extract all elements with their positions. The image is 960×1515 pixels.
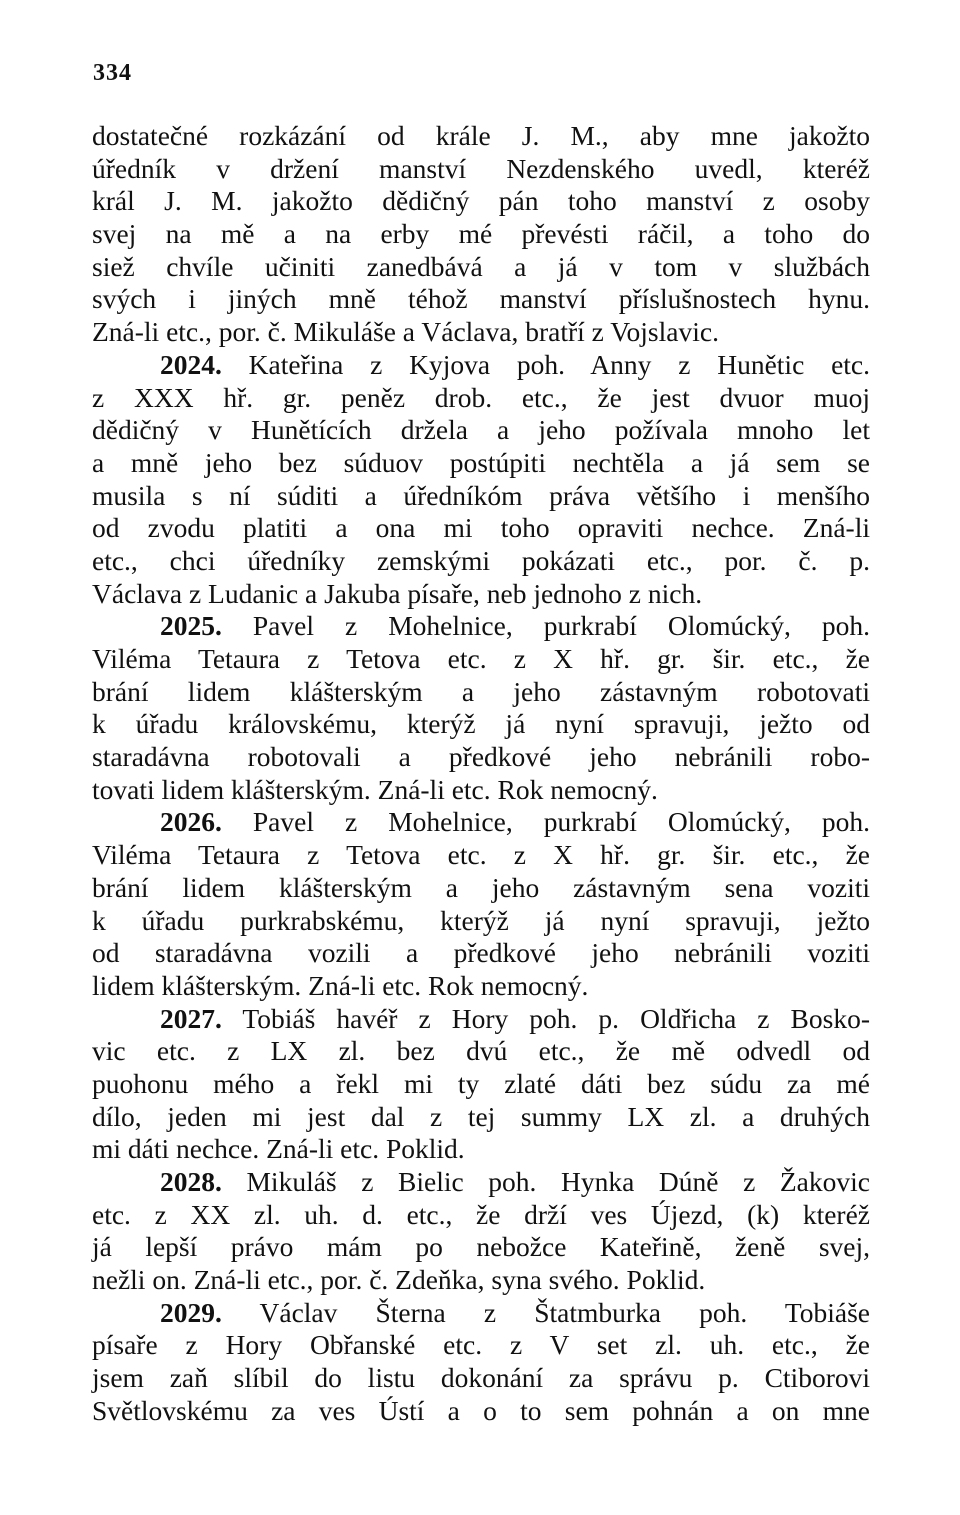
text-line <box>92 120 870 153</box>
text-line <box>92 1329 870 1362</box>
text-line <box>92 447 870 480</box>
line-text: etc. z XX zl. uh. d. etc., že drží ves Újezd, (k) kteréž <box>92 1198 870 1230</box>
text-line <box>92 480 870 513</box>
line-text: nežli on. Zná-li etc., por. č. Zdeňka, syna svého. Poklid. <box>92 1264 706 1296</box>
text-line <box>92 316 870 349</box>
text-line <box>92 774 870 807</box>
entry-number: 2027. <box>160 1002 222 1034</box>
text-line <box>92 382 870 415</box>
text-line <box>92 1068 870 1101</box>
text-line <box>92 512 870 545</box>
text-line <box>92 1035 870 1068</box>
text-line <box>92 741 870 774</box>
line-text: siež chvíle učiniti zanedbává a já v tom v službách <box>92 250 870 282</box>
entry-first-line <box>92 349 870 382</box>
line-text: svej na mě a na erby mé převésti ráčil, a toho do <box>92 218 870 250</box>
text-line <box>92 578 870 611</box>
text-line <box>92 905 870 938</box>
line-text: od staradávna vozili a předkové jeho nebránili voziti <box>92 937 870 969</box>
text-line <box>92 153 870 186</box>
text-line <box>92 218 870 251</box>
line-text: Viléma Tetaura z Tetova etc. z X hř. gr. šir. etc., že <box>92 839 870 871</box>
text-line <box>92 643 870 676</box>
line-text: z XXX hř. gr. peněz drob. etc., že jest dvuor muoj <box>92 381 870 413</box>
entry-first-line <box>92 1003 870 1036</box>
line-text: brání lidem klášterským a jeho zástavným sena voziti <box>92 871 870 903</box>
line-text: Tobiáš havéř z Hory poh. p. Oldřicha z Bosko- <box>221 1002 870 1034</box>
line-text: puohonu mého a řekl mi ty zlaté dáti bez súdu za mé <box>92 1067 870 1099</box>
entry-number: 2026. <box>160 806 222 838</box>
line-text: Pavel z Mohelnice, purkrabí Olomúcký, poh. <box>221 610 870 642</box>
entry-first-line <box>92 1297 870 1330</box>
text-line <box>92 185 870 218</box>
entry-number: 2025. <box>160 610 222 642</box>
text-line <box>92 872 870 905</box>
line-text: Zná-li etc., por. č. Mikuláše a Václava, bratří z Vojslavic. <box>92 316 719 348</box>
entry-number: 2029. <box>160 1296 222 1328</box>
line-text: dostatečné rozkázání od krále J. M., aby mne jakožto <box>92 120 870 151</box>
line-text: král J. M. jakožto dědičný pán toho manství z osoby <box>92 185 870 217</box>
text-line <box>92 1395 870 1428</box>
line-text: tovati lidem klášterským. Zná-li etc. Rok nemocný. <box>92 773 658 805</box>
line-text: jsem zaň slíbil do listu dokonání za správu p. Ctiborovi <box>92 1362 870 1394</box>
body-text <box>92 120 870 1428</box>
text-line <box>92 676 870 709</box>
text-line <box>92 1231 870 1264</box>
entry-first-line <box>92 610 870 643</box>
text-line <box>92 1199 870 1232</box>
line-text: Kateřina z Kyjova poh. Anny z Hunětic etc. <box>221 348 870 380</box>
line-text: staradávna robotovali a předkové jeho nebránili robo- <box>92 741 870 773</box>
text-line <box>92 708 870 741</box>
line-text: dílo, jeden mi jest dal z tej summy LX zl. a druhých <box>92 1100 870 1132</box>
line-text: Viléma Tetaura z Tetova etc. z X hř. gr. šir. etc., že <box>92 643 870 674</box>
line-text: mi dáti nechce. Zná-li etc. Poklid. <box>92 1133 465 1165</box>
text-line <box>92 283 870 316</box>
line-text: vic etc. z LX zl. bez dvú etc., že mě odvedl od <box>92 1035 870 1067</box>
entry-first-line <box>92 1166 870 1199</box>
text-line <box>92 1101 870 1134</box>
entry-number: 2024. <box>160 348 222 380</box>
line-text: Pavel z Mohelnice, purkrabí Olomúcký, poh. <box>221 806 870 838</box>
text-line <box>92 839 870 872</box>
text-line <box>92 1133 870 1166</box>
text-line <box>92 1264 870 1297</box>
text-line <box>92 414 870 447</box>
line-text: k úřadu královskému, kterýž já nyní spravuji, ježto od <box>92 708 870 740</box>
page-number: 334 <box>93 60 132 86</box>
line-text: dědičný v Hunětících držela a jeho požívala mnoho let <box>92 414 870 446</box>
line-text: úředník v držení manství Nezdenského uvedl, kteréž <box>92 152 870 184</box>
line-text: od zvodu platiti a ona mi toho opraviti nechce. Zná-li <box>92 512 870 544</box>
text-line <box>92 251 870 284</box>
line-text: Václava z Ludanic a Jakuba písaře, neb jednoho z nich. <box>92 577 703 609</box>
line-text: etc., chci úředníky zemskými pokázati etc., por. č. p. <box>92 544 870 576</box>
entry-number: 2028. <box>160 1166 222 1197</box>
entry-first-line <box>92 806 870 839</box>
line-text: k úřadu purkrabskému, kterýž já nyní spravuji, ježto <box>92 904 870 936</box>
text-line <box>92 937 870 970</box>
line-text: brání lidem klášterským a jeho zástavným robotovati <box>92 675 870 707</box>
line-text: musila s ní súditi a úředníkóm práva většího i menšího <box>92 479 870 511</box>
text-line <box>92 970 870 1003</box>
line-text: Světlovskému za ves Ústí a o to sem pohnán a on mne <box>92 1394 870 1426</box>
line-text: Václav Šterna z Štatmburka poh. Tobiáše <box>221 1296 870 1328</box>
text-line <box>92 1362 870 1395</box>
line-text: lidem klášterským. Zná-li etc. Rok nemocný. <box>92 969 589 1001</box>
text-line <box>92 545 870 578</box>
line-text: svých i jiných mně téhož manství příslušnostech hynu. <box>92 283 870 315</box>
line-text: a mně jeho bez súduov postúpiti nechtěla a já sem se <box>92 446 870 478</box>
line-text: Mikuláš z Bielic poh. Hynka Dúně z Žakovic <box>221 1166 870 1197</box>
line-text: já lepší právo mám po nebožce Kateřině, ženě svej, <box>92 1231 870 1263</box>
line-text: písaře z Hory Obřanské etc. z V set zl. uh. etc., že <box>92 1329 870 1361</box>
